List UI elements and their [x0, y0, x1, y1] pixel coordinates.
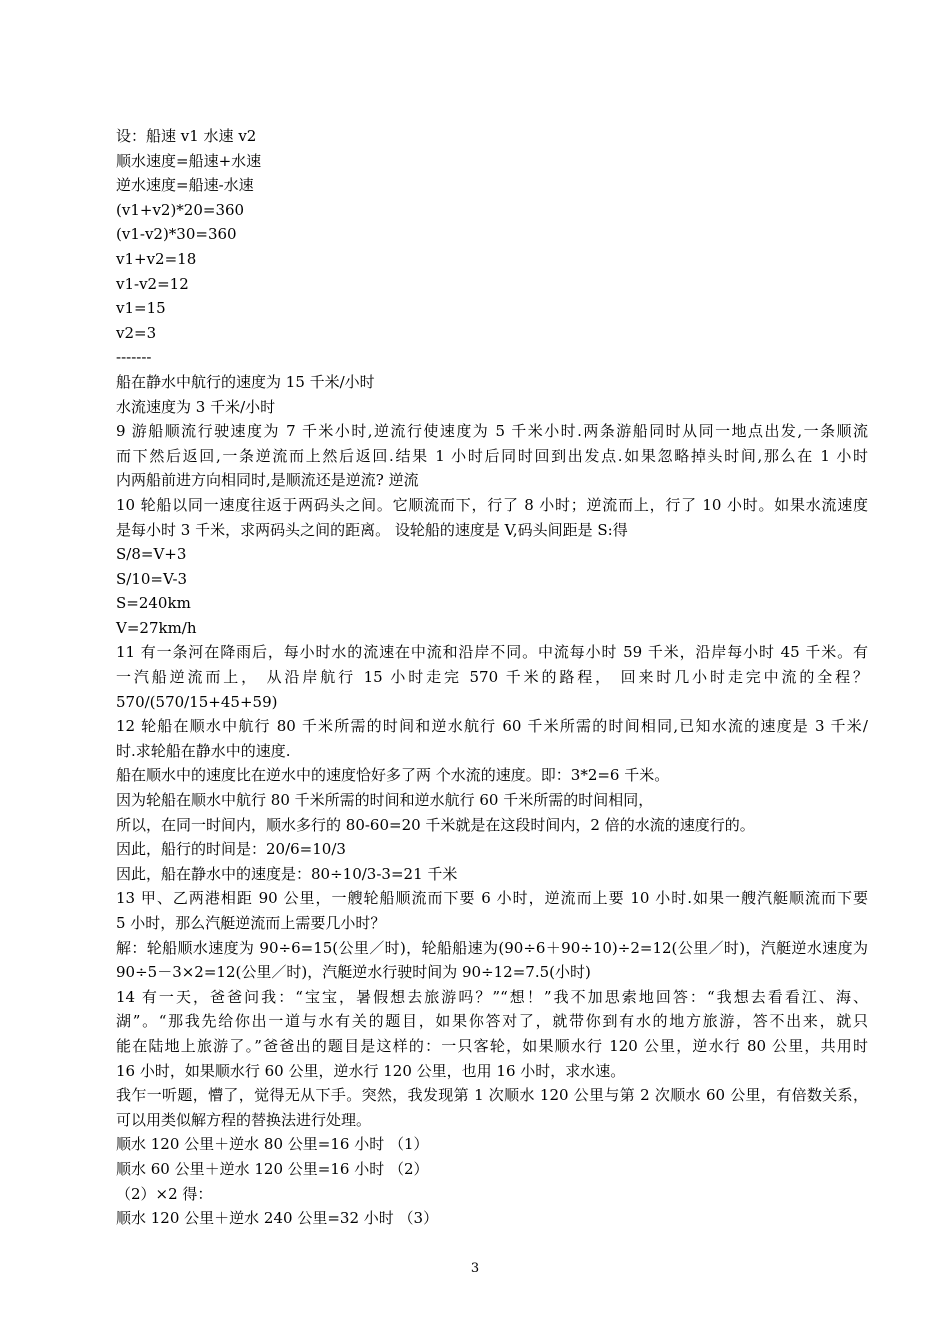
- text-line: 船在静水中航行的速度为 15 千米/小时: [116, 372, 375, 391]
- text-line: 而下然后返回,一条逆流而上然后返回.结果 1 小时后同时回到出发点.如果忽略掉头时间,那么在 1 小时: [116, 446, 868, 465]
- text-line: 顺水 120 公里＋逆水 80 公里=16 小时 （1）: [116, 1135, 429, 1154]
- document-body: [116, 124, 868, 1231]
- text-line: 570/(570/15+45+59): [116, 692, 278, 711]
- text-line: 所以，在同一时间内，顺水多行的 80-60=20 千米就是在这段时间内，2 倍的水流的速度行的。: [116, 815, 755, 834]
- text-line: 10 轮船以同一速度往返于两码头之间。它顺流而下，行了 8 小时；逆流而上，行了 10 小时。如果水流速度: [116, 495, 868, 514]
- text-line: 逆水速度=船速-水速: [116, 176, 254, 195]
- text-line: v1=15: [116, 299, 166, 318]
- text-line: 可以用类似解方程的替换法进行处理。: [116, 1110, 372, 1129]
- text-line: 90÷5－3×2=12(公里／时)，汽艇逆水行驶时间为 90÷12=7.5(小时): [116, 963, 591, 982]
- text-line: 一汽船逆流而上， 从沿岸航行 15 小时走完 570 千米的路程， 回来时几小时走完中流的全程？: [116, 668, 868, 687]
- text-line: 9 游船顺流行驶速度为 7 千米小时,逆流行使速度为 5 千米小时.两条游船同时从同一地点出发,一条顺流: [116, 422, 868, 441]
- text-line: v1+v2=18: [116, 249, 197, 268]
- text-line: 顺水 120 公里＋逆水 240 公里=32 小时 （3）: [116, 1209, 439, 1228]
- text-line: 设：船速 v1 水速 v2: [116, 127, 257, 145]
- text-line: 11 有一条河在降雨后，每小时水的流速在中流和沿岸不同。中流每小时 59 千米，沿岸每小时 45 千米。有: [116, 643, 868, 662]
- text-line: 我乍一听题，懵了，觉得无从下手。突然，我发现第 1 次顺水 120 公里与第 2 次顺水 60 公里，有倍数关系，: [116, 1086, 868, 1105]
- text-line: 内两船前进方向相同时,是顺流还是逆流? 逆流: [116, 471, 419, 490]
- text-line: 5 小时，那么汽艇逆流而上需要几小时？: [116, 914, 386, 932]
- text-line: 船在顺水中的速度比在逆水中的速度恰好多了两 个水流的速度。即：3*2=6 千米。: [116, 766, 670, 785]
- text-line: 时.求轮船在静水中的速度.: [116, 741, 291, 760]
- text-line: 因此，船行的时间是：20/6=10/3: [116, 840, 346, 859]
- text-line: 13 甲、乙两港相距 90 公里，一艘轮船顺流而下要 6 小时，逆流而上要 10 小时.如果一艘汽艇顺流而下要: [116, 889, 868, 908]
- page-number: 3: [470, 1261, 480, 1276]
- text-line: v2=3: [116, 323, 157, 342]
- text-line: 顺水 60 公里＋逆水 120 公里=16 小时 （2）: [116, 1159, 429, 1178]
- separator-line: -------: [116, 348, 152, 367]
- text-line: S/10=V-3: [116, 569, 188, 588]
- text-line: (v1-v2)*30=360: [116, 225, 237, 244]
- text-line: 解：轮船顺水速度为 90÷6=15(公里／时)，轮船船速为(90÷6＋90÷10)÷2=12(公里／时)，汽艇逆水速度为: [116, 938, 868, 957]
- text-line: v1-v2=12: [116, 274, 189, 293]
- text-line: 顺水速度=船速+水速: [116, 151, 262, 170]
- text-line: (v1+v2)*20=360: [116, 200, 245, 219]
- text-line: 能在陆地上旅游了。”爸爸出的题目是这样的：一只客轮，如果顺水行 120 公里，逆水行 80 公里，共用时: [116, 1036, 868, 1055]
- text-line: 因为轮船在顺水中航行 80 千米所需的时间和逆水航行 60 千米所需的时间相同，: [116, 791, 654, 810]
- text-line: V=27km/h: [116, 618, 197, 637]
- text-line: 16 小时，如果顺水行 60 公里，逆水行 120 公里，也用 16 小时，求水速。: [116, 1061, 626, 1080]
- text-line: 因此，船在静水中的速度是：80÷10/3-3=21 千米: [116, 864, 458, 883]
- text-line: 12 轮船在顺水中航行 80 千米所需的时间和逆水航行 60 千米所需的时间相同,已知水流的速度是 3 千米/: [116, 717, 868, 736]
- text-line: （2）×2 得：: [116, 1184, 213, 1203]
- text-line: S=240km: [116, 594, 191, 613]
- text-line: 14 有一天，爸爸问我：“宝宝，暑假想去旅游吗？”“想！”我不加思索地回答：“我想去看看江、海、: [116, 987, 868, 1006]
- text-line: S/8=V+3: [116, 545, 187, 564]
- text-line: 湖”。“那我先给你出一道与水有关的题目，如果你答对了，就带你到有水的地方旅游，答不出来，就只: [116, 1012, 868, 1031]
- text-line: 水流速度为 3 千米/小时: [116, 397, 276, 416]
- text-line: 是每小时 3 千米，求两码头之间的距离。 设轮船的速度是 V,码头间距是 S:得: [116, 520, 628, 539]
